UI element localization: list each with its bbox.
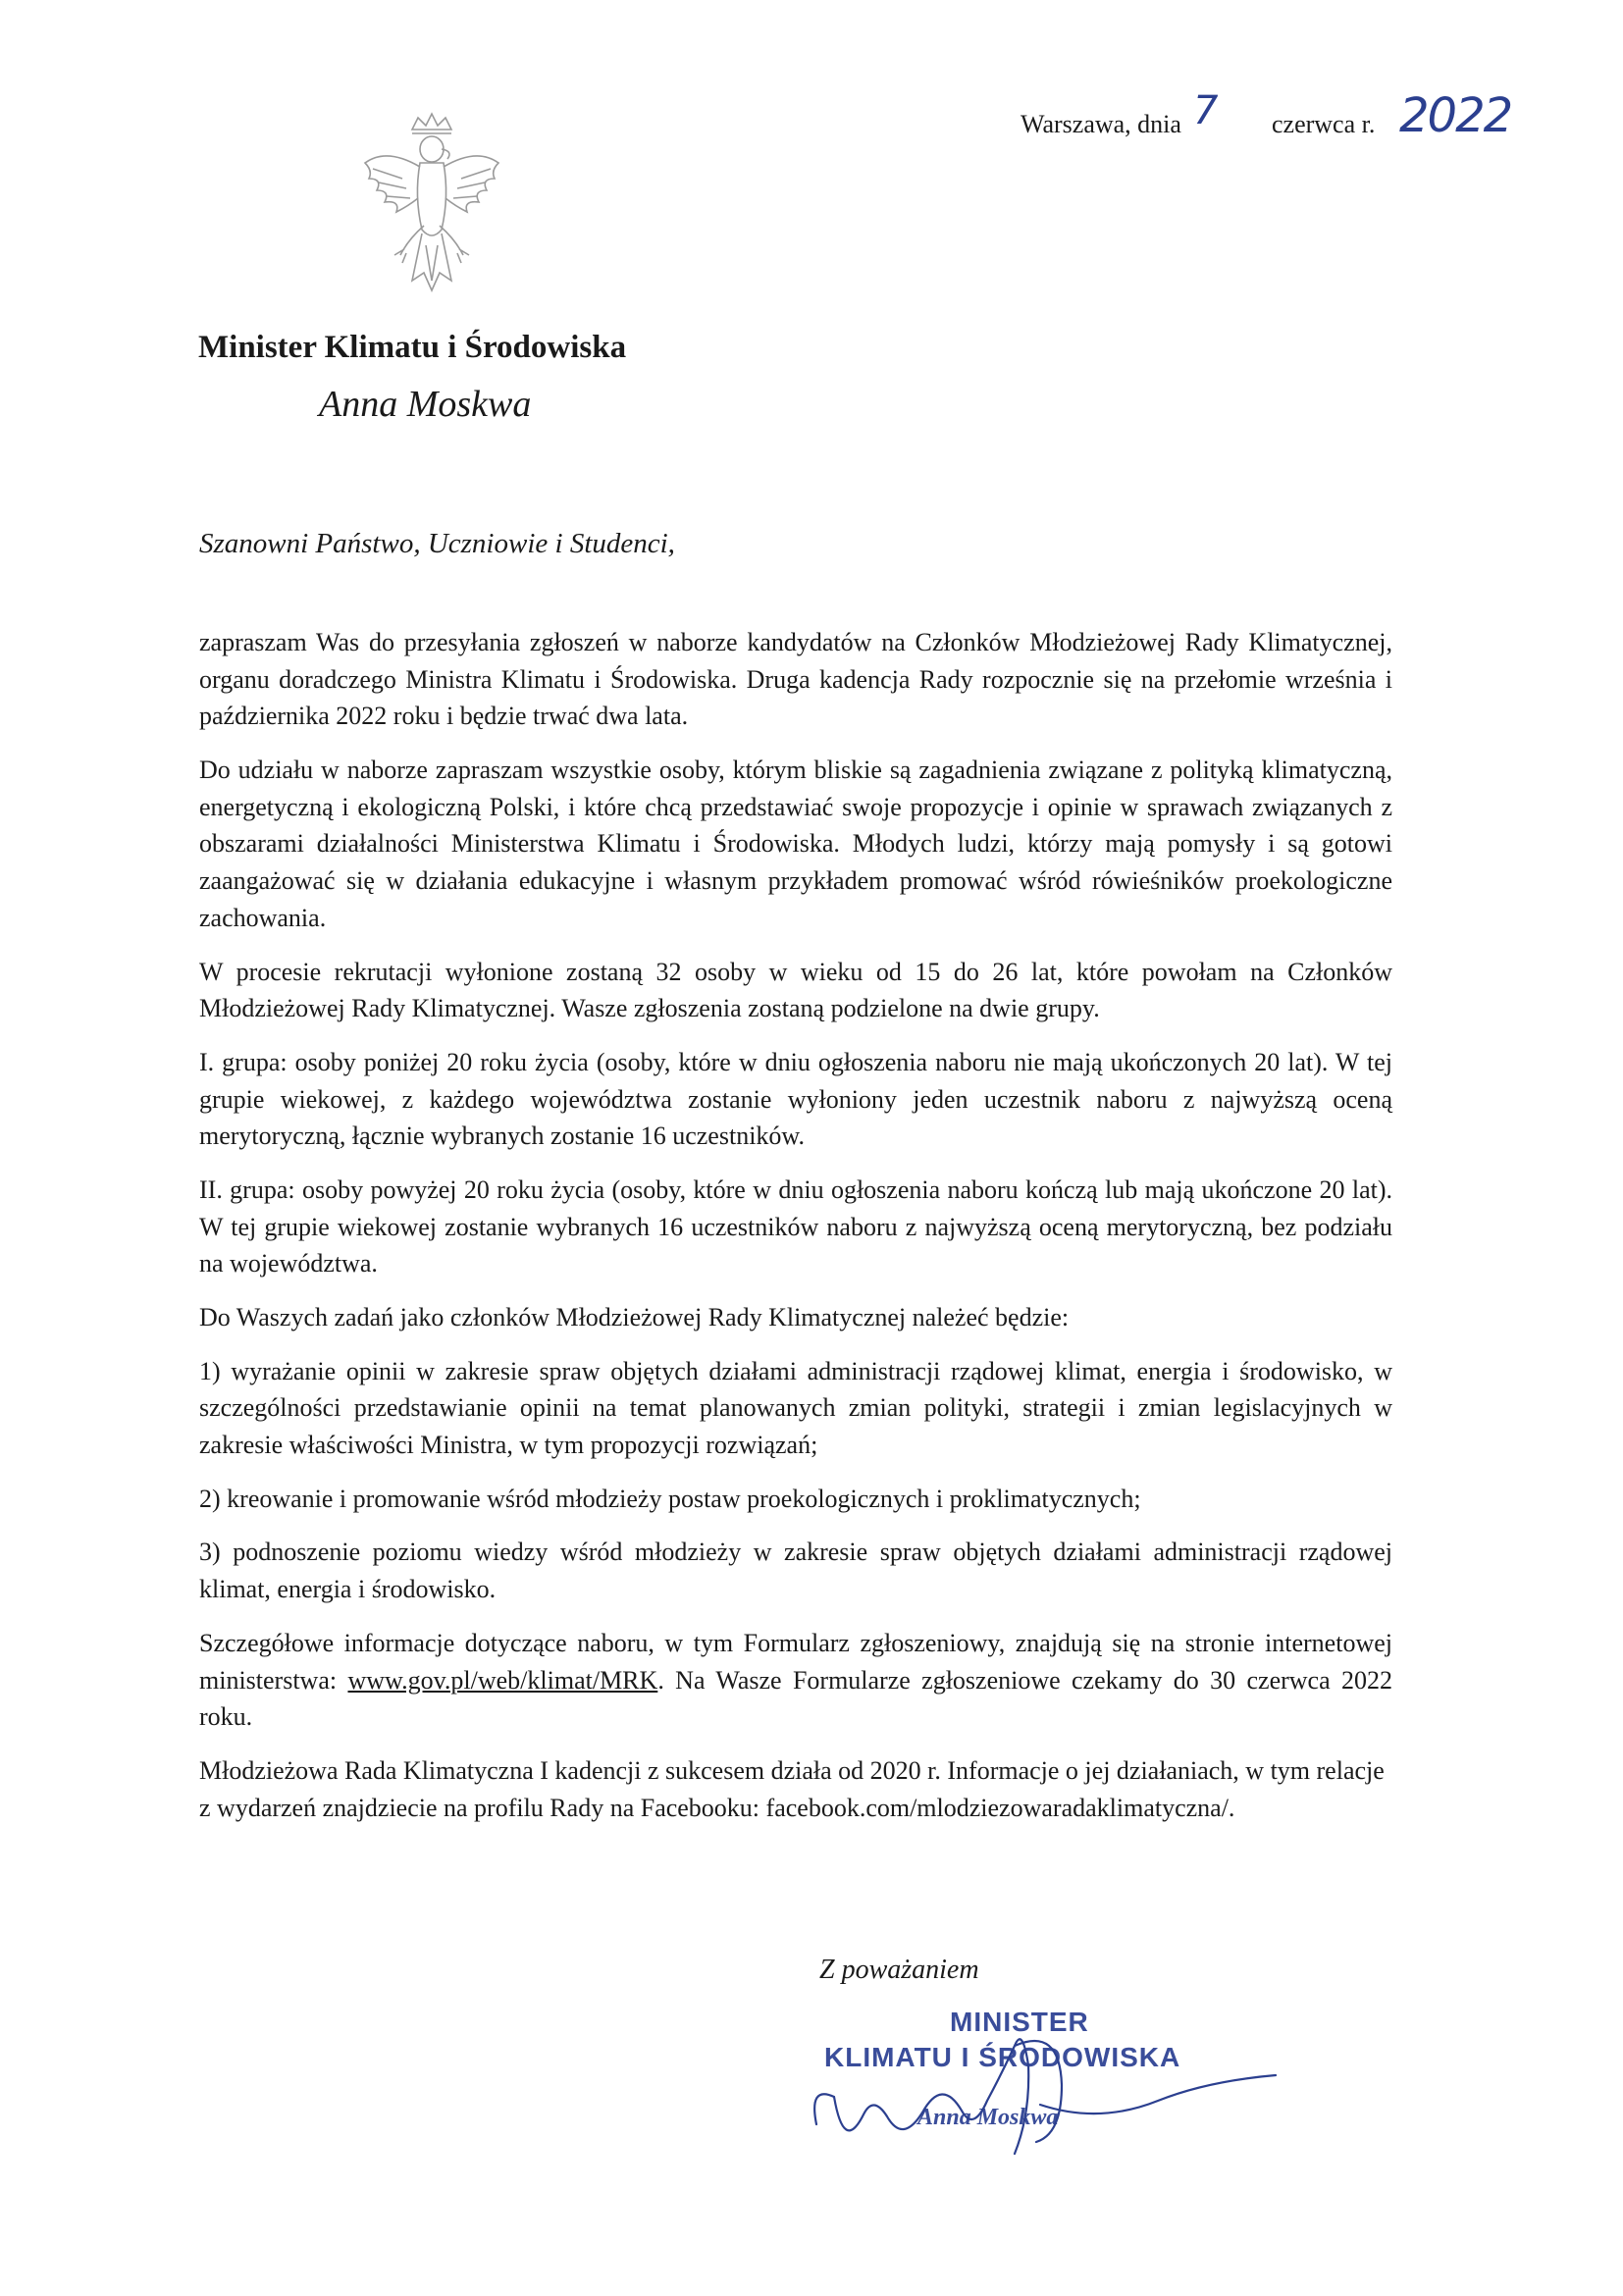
final-paragraph: Młodzieżowa Rada Klimatyczna I kadencji z sukcesem działa od 2020 r. Informacje o jej działaniach, w tym relacje z wydarzeń znajdziecie na profilu Rady na Facebooku: facebook.com/mlodziezowaradaklimatyczna/.	[199, 1755, 1385, 1822]
paragraph: Do udziału w naborze zapraszam wszystkie osoby, którym bliskie są zagadnienia związane z polityką klimatyczną, energetyczną i ekologiczną Polski, i które chcą przedstawiać swoje propozycje i opinie w sprawach związanych z obszarami działalności Ministerstwa Klimatu i Środowiska. Młodych ludzi, którzy mają pomysły i są gotowi zaangażować się w działania edukacyjne i własnym przykładem promować wśród rówieśników proekologiczne zachowania.	[199, 756, 1392, 932]
letterhead-title: Minister Klimatu i Środowiska	[198, 330, 627, 365]
stamp-line-1: MINISTER	[950, 2007, 1089, 2037]
polish-eagle-emblem-icon	[343, 108, 520, 304]
handwritten-year: 2022	[1399, 88, 1512, 143]
paragraph: II. grupa: osoby powyżej 20 roku życia (osoby, które w dniu ogłoszenia naboru kończą lub mają ukończone 20 lat). W tej grupie wiekowej zostanie wybranych 16 uczestników naboru z najwyższą oceną merytoryczną, bez podziału na województwa.	[199, 1174, 1392, 1278]
letterhead-name: Anna Moskwa	[319, 384, 532, 425]
official-stamp	[805, 2007, 1295, 2164]
ministry-link[interactable]: www.gov.pl/web/klimat/MRK	[347, 1665, 658, 1695]
details-paragraph	[199, 1625, 1392, 1736]
paragraph: 2) kreowanie i promowanie wśród młodzieży postaw proekologicznych i proklimatycznych;	[199, 1484, 1141, 1513]
handwritten-signature-icon	[805, 2007, 1295, 2164]
city-date-label: Warszawa, dnia	[1021, 110, 1181, 138]
letter-body	[199, 624, 1392, 1843]
stamp-line-2: KLIMATU I ŚRODOWISKA	[824, 2042, 1181, 2072]
paragraph: 3) podnoszenie poziomu wiedzy wśród młodzieży w zakresie spraw objętych działami administracji rządowej klimat, energia i środowisko.	[199, 1538, 1392, 1604]
closing-text: Z poważaniem	[819, 1955, 979, 1985]
stamp-name: Anna Moskwa	[917, 2105, 1059, 2130]
handwritten-day: 7	[1193, 88, 1219, 133]
details-text-end: . Na Wasze Formularze zgłoszeniowe czekamy do 30 czerwca 2022 roku.	[199, 1665, 1392, 1732]
paragraph: I. grupa: osoby poniżej 20 roku życia (osoby, które w dniu ogłoszenia naboru nie mają ukończonych 20 lat). W tej grupie wiekowej, z każdego województwa zostanie wyłoniony jeden uczestnik naboru z najwyższą oceną merytoryczną, łącznie wybranych zostanie 16 uczestników.	[199, 1047, 1392, 1151]
paragraph: W procesie rekrutacji wyłonione zostaną 32 osoby w wieku od 15 do 26 lat, które powołam na Członków Młodzieżowej Rady Klimatycznej. Wasze zgłoszenia zostaną podzielone na dwie grupy.	[199, 957, 1392, 1023]
paragraph: 1) wyrażanie opinii w zakresie spraw objętych działami administracji rządowej klimat, energia i środowisko, w szczególności przedstawianie opinii na temat planowanych zmian polityki, strategii i zmian legislacyjnych w zakresie właściwości Ministra, w tym propozycji rozwiązań;	[199, 1356, 1392, 1460]
salutation: Szanowni Państwo, Uczniowie i Studenci,	[199, 528, 675, 559]
paragraph: zapraszam Was do przesyłania zgłoszeń w naborze kandydatów na Członków Młodzieżowej Rady Klimatycznej, organu doradczego Ministra Klimatu i Środowiska. Druga kadencja Rady rozpocznie się na przełomie września i października 2022 roku i będzie trwać dwa lata.	[199, 628, 1392, 731]
details-text: Szczegółowe informacje dotyczące naboru, w tym Formularz zgłoszeniowy, znajdują się na stronie internetowej ministerstwa:	[199, 1628, 1392, 1695]
paragraph: Do Waszych zadań jako członków Młodzieżowej Rady Klimatycznej należeć będzie:	[199, 1303, 1070, 1331]
month-label: czerwca r.	[1272, 110, 1376, 138]
place-and-date	[1021, 88, 1531, 165]
